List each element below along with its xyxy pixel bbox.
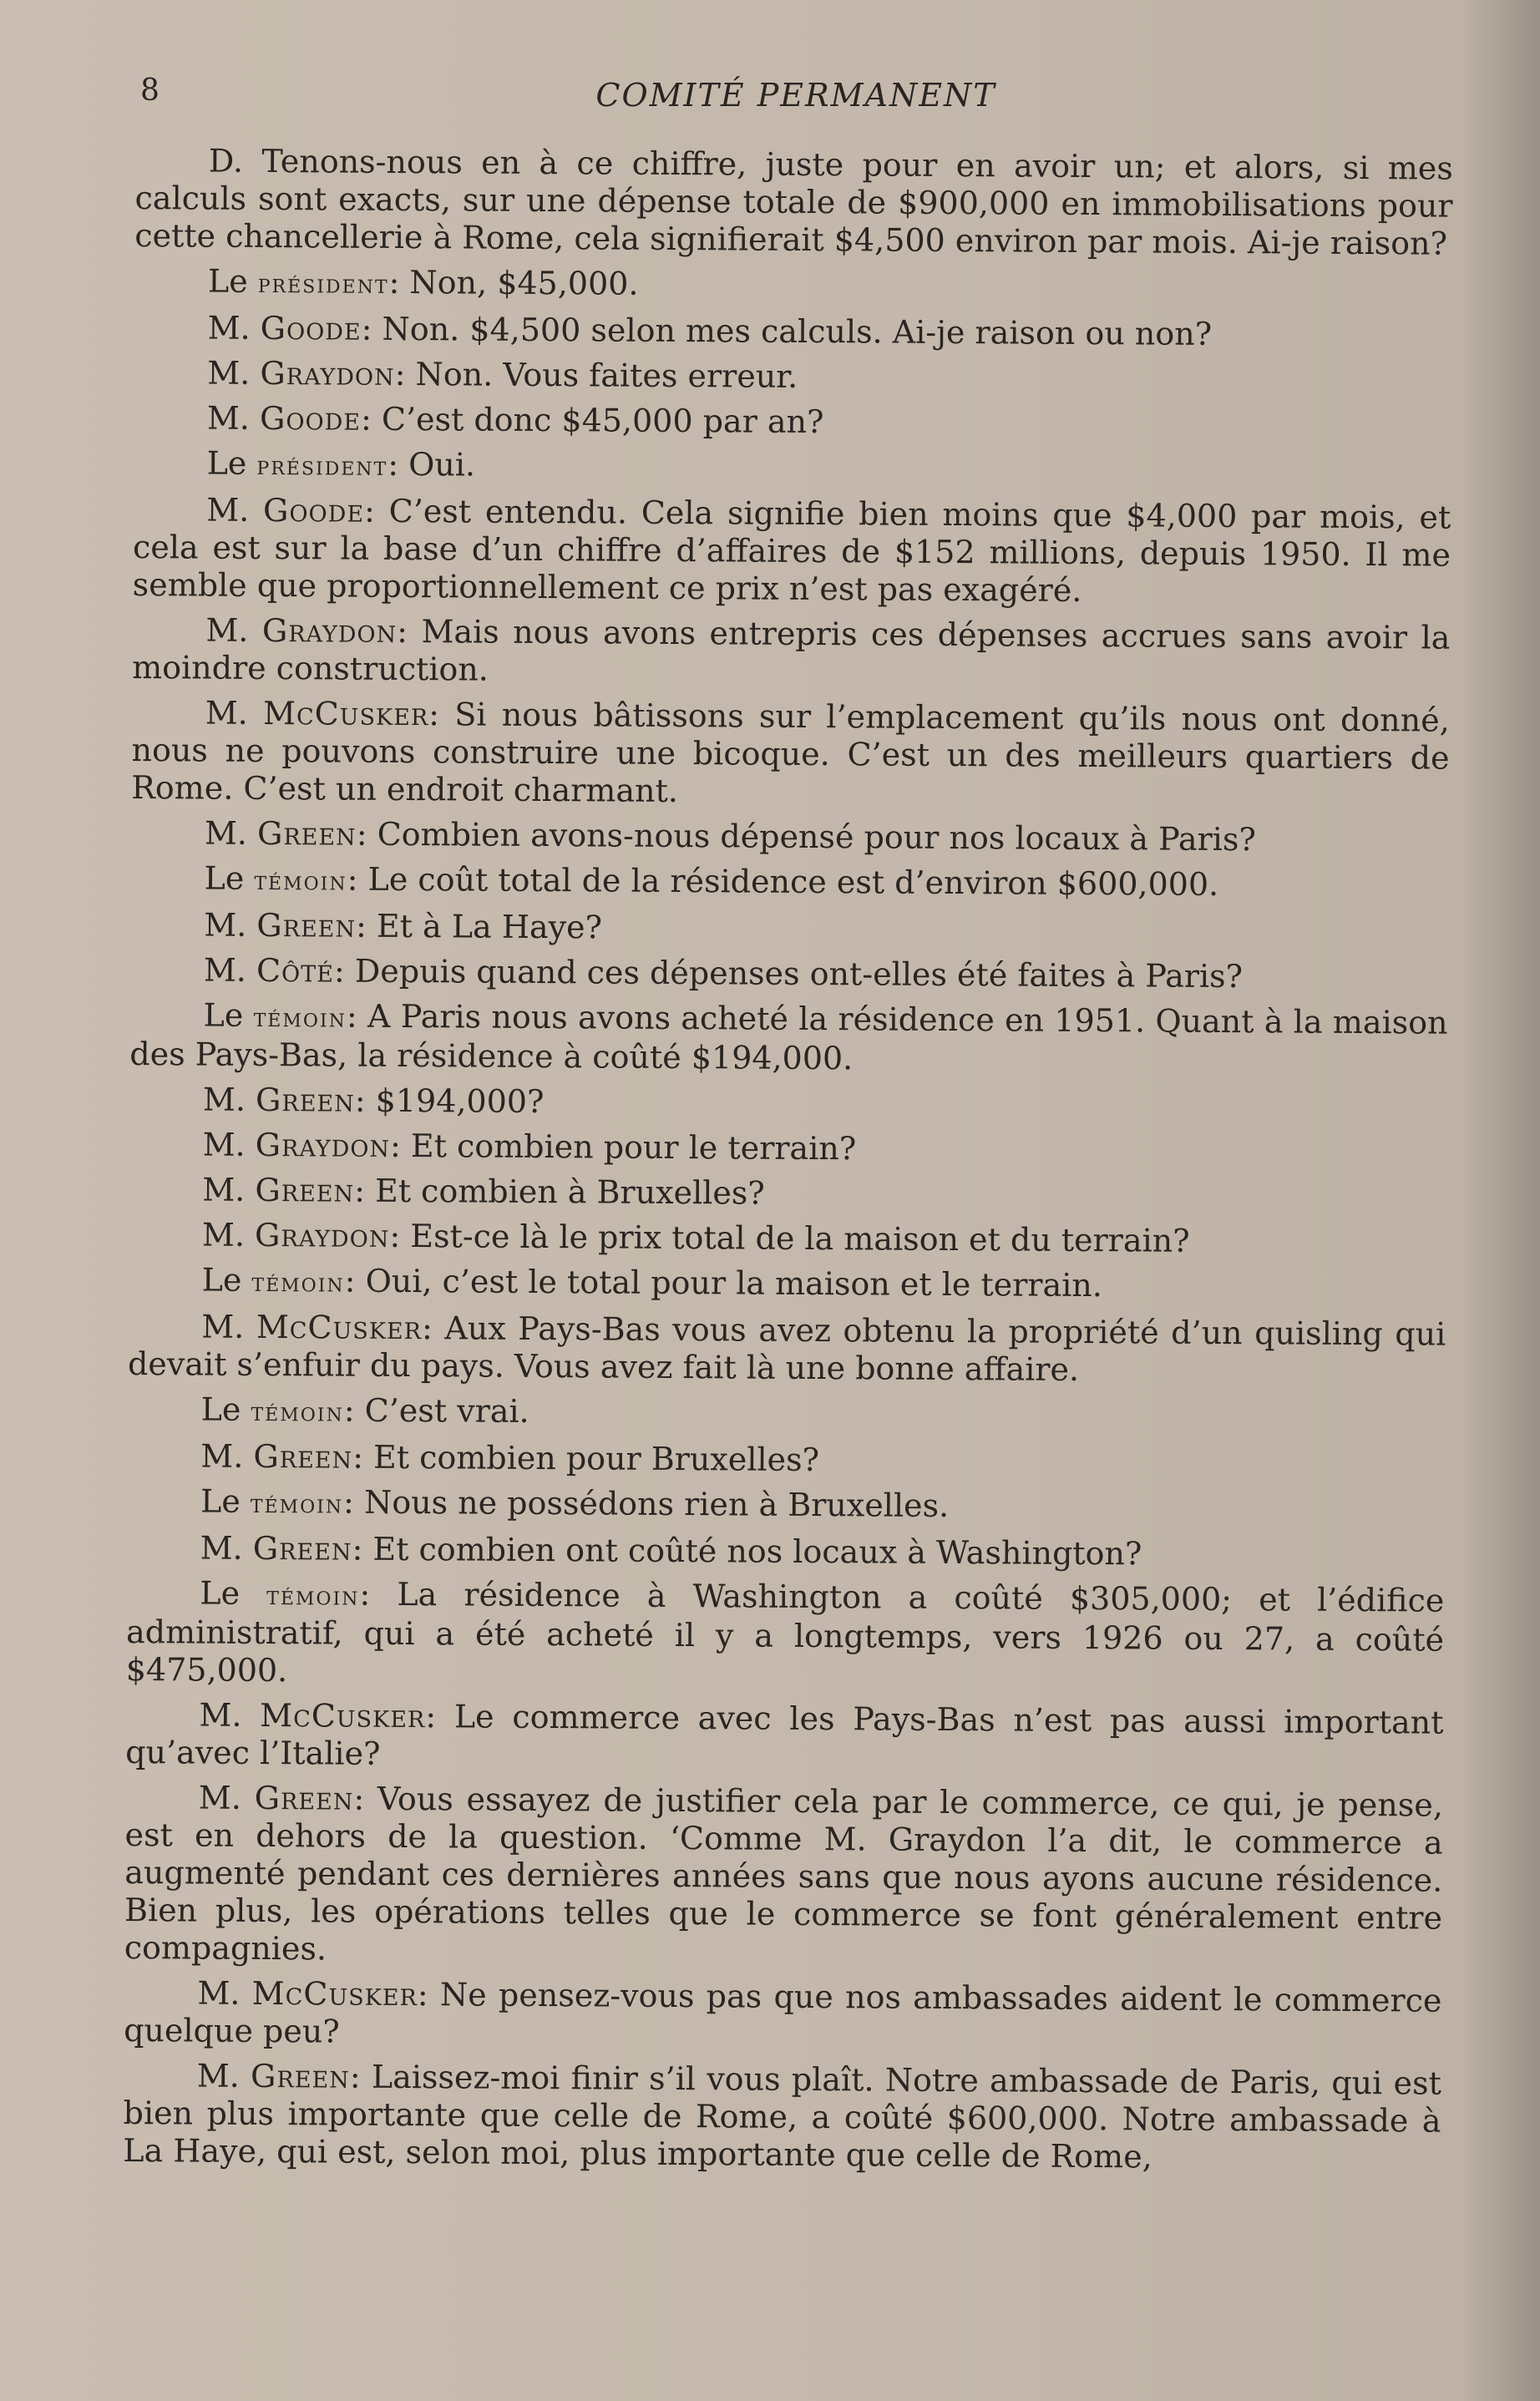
transcript-paragraph: Le témoin: A Paris nous avons acheté la résidence en 1951. Quant à la maison des Pays-Bas, la résidence à coûté $194,000. xyxy=(129,996,1448,1077)
transcript-body xyxy=(123,142,1453,2186)
transcript-paragraph: Le témoin: Le coût total de la résidence est d’environ $600,000. xyxy=(204,859,1219,903)
transcript-paragraph: M. McCusker: Le commerce avec les Pays-Bas n’est pas aussi important qu’avec l’Italie? xyxy=(125,1696,1444,1772)
speech-text: $194,000? xyxy=(375,1081,545,1121)
transcript-paragraph: M. Côté: Depuis quand ces dépenses ont-elles été faites à Paris? xyxy=(203,951,1244,995)
speech-text: Le coût total de la résidence est d’environ $600,000. xyxy=(367,860,1219,903)
speaker-prefix: Le xyxy=(207,262,248,300)
speech-text: Non. Vous faites erreur. xyxy=(415,356,798,395)
speaker-name: Green xyxy=(255,1081,355,1119)
speaker-prefix: Le xyxy=(200,1574,241,1612)
speaker-prefix: M. xyxy=(204,814,248,852)
speech-text: Et combien à Bruxelles? xyxy=(374,1172,765,1212)
page-header xyxy=(140,73,1451,115)
speech-text: Et combien ont coûté nos locaux à Washington? xyxy=(372,1530,1142,1573)
speaker-name: témoin xyxy=(254,864,347,897)
speaker-prefix: M. xyxy=(207,309,251,347)
speech-text: C’est entendu. Cela signifie bien moins que $4,000 par mois, et cela est sur la base d’un chiffre d’affaires de $152 millions, depuis 1950. Il me semble que proportionnellement ce prix n’est pas exagéré. xyxy=(132,492,1451,609)
transcript-paragraph: Le témoin: Nous ne possédons rien à Bruxelles. xyxy=(200,1482,950,1524)
speaker-name: témoin xyxy=(251,1395,344,1428)
speaker-name: Graydon xyxy=(254,1216,390,1254)
speaker-prefix: M. xyxy=(201,1216,246,1254)
speaker-name: McCusker xyxy=(251,1974,418,2013)
transcript-paragraph: M. Green: Et combien ont coûté nos locaux à Washington? xyxy=(200,1529,1142,1573)
speaker-prefix: M. xyxy=(200,1437,244,1475)
speech-text: Non, $45,000. xyxy=(409,264,639,302)
speech-text: Oui, c’est le total pour la maison et le terrain. xyxy=(365,1262,1103,1304)
speaker-name: témoin xyxy=(253,1000,347,1034)
speaker-name: témoin xyxy=(251,1265,345,1299)
speaker-name: Green xyxy=(256,814,357,853)
speaker-prefix: Le xyxy=(206,444,247,482)
transcript-paragraph: M. McCusker: Aux Pays-Bas vous avez obtenu la propriété d’un quisling qui devait s’enfuir du pays. Vous avez fait là une bonne affaire. xyxy=(127,1308,1446,1388)
speaker-name: Côté xyxy=(256,951,335,990)
speech-text: Ne pensez-vous pas que nos ambassades aident le commerce quelque peu? xyxy=(124,1976,1442,2050)
transcript-paragraph: Le président: Non, $45,000. xyxy=(207,262,639,302)
speech-text: Aux Pays-Bas vous avez obtenu la propriété d’un quisling qui devait s’enfuir du pays. Vous avez fait là une bonne affaire. xyxy=(127,1309,1446,1388)
transcript-paragraph: M. Graydon: Mais nous avons entrepris ces dépenses accrues sans avoir la moindre construction. xyxy=(132,611,1451,688)
transcript-paragraph: M. Green: Laissez-moi finir s’il vous plaît. Notre ambassade de Paris, qui est bien plus importante que celle de Rome, a coûté $600,000. Notre ambassade à La Haye, qui est, selon moi, plus importante que celle de Rome, xyxy=(123,2057,1441,2176)
speaker-prefix: M. xyxy=(196,2057,240,2095)
page-number: 8 xyxy=(140,73,160,108)
speaker-name: président xyxy=(257,266,389,300)
speaker-name: président xyxy=(256,448,388,482)
speaker-name: témoin xyxy=(266,1578,360,1612)
speaker-prefix: M. xyxy=(201,1308,245,1345)
speaker-prefix: Le xyxy=(200,1482,241,1520)
speaker-name: Green xyxy=(253,1437,353,1476)
transcript-paragraph: Le président: Oui. xyxy=(206,444,476,484)
speech-text: Vous essayez de justifier cela par le commerce, ce qui, je pense, est en dehors de la question. ‘Comme M. Graydon l’a dit, le commerce a augmenté pendant ces dernières années sans que nous ayons aucune résidence. Bien plus, les opérations telles que le commerce se font généralement entre compagnies. xyxy=(124,1780,1443,1968)
speech-text: Et à La Haye? xyxy=(376,907,603,946)
transcript-paragraph: M. Green: Et combien pour Bruxelles? xyxy=(200,1437,820,1479)
transcript-paragraph: Le témoin: La résidence à Washington a coûté $305,000; et l’édifice administratif, qui a été acheté il y a longtemps, vers 1926 ou 27, a coûté $475,000. xyxy=(125,1574,1445,1689)
speech-text: Le commerce avec les Pays-Bas n’est pas aussi important qu’avec l’Italie? xyxy=(125,1698,1444,1772)
speech-text: Est-ce là le prix total de la maison et du terrain? xyxy=(410,1218,1190,1259)
speaker-prefix: M. xyxy=(206,491,250,529)
speaker-name: Green xyxy=(255,1171,355,1209)
speech-text: Si nous bâtissons sur l’emplacement qu’ils nous ont donné, nous ne pouvons construire une bicoque. C’est un des meilleurs quartiers de Rome. C’est un endroit charmant. xyxy=(131,696,1450,809)
speaker-name: Green xyxy=(256,906,357,945)
transcript-paragraph: Le témoin: Oui, c’est le total pour la maison et le terrain. xyxy=(201,1261,1103,1304)
speech-text: Et combien pour Bruxelles? xyxy=(372,1438,820,1479)
speaker-name: McCusker xyxy=(260,1696,426,1735)
speaker-prefix: M. xyxy=(200,1529,243,1567)
speech-text: Combien avons-nous dépensé pour nos locaux à Paris? xyxy=(377,815,1256,859)
running-title: COMITÉ PERMANENT xyxy=(595,77,996,114)
speaker-prefix: M. xyxy=(202,1081,246,1118)
speaker-name: Green xyxy=(254,1779,354,1817)
transcript-paragraph: M. Goode: C’est entendu. Cela signifie bien moins que $4,000 par mois, et cela est sur la base d’un chiffre d’affaires de $152 millions, depuis 1950. Il me semble que proportionnellement ce prix n’est pas exagéré. xyxy=(132,491,1451,609)
speaker-prefix: M. xyxy=(207,354,251,392)
speaker-name: Goode xyxy=(259,399,362,438)
transcript-paragraph: M. Green: Vous essayez de justifier cela par le commerce, ce qui, je pense, est en dehors de la question. ‘Comme M. Graydon l’a dit, le commerce a augmenté pendant ces dernières années sans que nous ayons aucune résidence. Bien plus, les opérations telles que le commerce se font généralement entre compagnies. xyxy=(124,1779,1443,1968)
speaker-name: Graydon xyxy=(261,611,398,650)
speaker-prefix: Le xyxy=(203,996,244,1034)
speech-text: Laissez-moi finir s’il vous plaît. Notre ambassade de Paris, qui est bien plus importante que celle de Rome, a coûté $600,000. Notre ambassade à La Haye, qui est, selon moi, plus importante que celle de Rome, xyxy=(123,2058,1441,2176)
speech-text: Non. $4,500 selon mes calculs. Ai-je raison ou non? xyxy=(382,310,1213,352)
speaker-prefix: M. xyxy=(198,1779,242,1816)
transcript-paragraph: M. Graydon: Et combien pour le terrain? xyxy=(202,1126,857,1168)
speech-text: C’est donc $45,000 par an? xyxy=(381,400,824,441)
speaker-prefix: M. xyxy=(204,906,247,944)
speech-text: C’est vrai. xyxy=(364,1391,529,1430)
speaker-name: Graydon xyxy=(255,1126,391,1164)
speaker-prefix: M. xyxy=(202,1126,246,1163)
transcript-paragraph xyxy=(134,142,1453,263)
speaker-prefix: M. xyxy=(206,399,251,437)
speech-text: D. Tenons-nous en à ce chiffre, juste pour en avoir un; et alors, si mes calculs sont exacts, sur une dépense totale de $900,000 en immobilisations pour cette chancellerie à Rome, cela signifierait $4,500 environ par mois. Ai-je raison? xyxy=(134,142,1453,262)
speaker-prefix: Le xyxy=(201,1261,242,1299)
speaker-prefix: M. xyxy=(205,694,248,732)
transcript-paragraph: M. Graydon: Est-ce là le prix total de la maison et du terrain? xyxy=(201,1216,1190,1259)
speech-text: La résidence à Washington a coûté $305,000; et l’édifice administratif, qui a été acheté il y a longtemps, vers 1926 ou 27, a coûté $475,000. xyxy=(125,1575,1445,1689)
speaker-prefix: M. xyxy=(197,1974,241,2012)
transcript-paragraph: Le témoin: C’est vrai. xyxy=(200,1390,529,1430)
transcript-paragraph: M. Goode: C’est donc $45,000 par an? xyxy=(206,399,824,441)
speaker-prefix: M. xyxy=(199,1696,242,1734)
speech-text: Oui. xyxy=(408,446,476,484)
transcript-paragraph: M. Graydon: Non. Vous faites erreur. xyxy=(207,354,798,395)
transcript-paragraph: M. McCusker: Si nous bâtissons sur l’emplacement qu’ils nous ont donné, nous ne pouvons construire une bicoque. C’est un des meilleurs quartiers de Rome. C’est un endroit charmant. xyxy=(131,694,1450,809)
speech-text: A Paris nous avons acheté la résidence en 1951. Quant à la maison des Pays-Bas, la résidence à coûté $194,000. xyxy=(129,997,1448,1077)
transcript-paragraph: M. Green: $194,000? xyxy=(202,1081,545,1121)
speaker-name: Graydon xyxy=(260,354,395,393)
speaker-name: Goode xyxy=(260,309,362,347)
transcript-paragraph: M. McCusker: Ne pensez-vous pas que nos ambassades aident le commerce quelque peu? xyxy=(124,1974,1442,2050)
speaker-prefix: M. xyxy=(205,611,249,649)
speaker-prefix: Le xyxy=(204,859,245,897)
speaker-name: Goode xyxy=(262,491,365,529)
transcript-paragraph: M. Green: Et à La Haye? xyxy=(204,906,603,946)
speaker-name: McCusker xyxy=(256,1308,423,1347)
transcript-paragraph: M. Green: Et combien à Bruxelles? xyxy=(202,1171,765,1212)
speaker-name: Green xyxy=(252,1529,352,1568)
speaker-name: Green xyxy=(251,2057,351,2095)
speech-text: Nous ne possédons rien à Bruxelles. xyxy=(363,1483,950,1524)
speech-text: Mais nous avons entrepris ces dépenses accrues sans avoir la moindre construction. xyxy=(132,613,1451,688)
speaker-prefix: Le xyxy=(200,1390,241,1428)
transcript-paragraph: M. Goode: Non. $4,500 selon mes calculs. Ai-je raison ou non? xyxy=(207,309,1213,352)
speaker-name: témoin xyxy=(250,1487,344,1520)
speaker-name: McCusker xyxy=(262,694,429,733)
speech-text: Et combien pour le terrain? xyxy=(410,1127,857,1168)
transcript-paragraph: M. Green: Combien avons-nous dépensé pour nos locaux à Paris? xyxy=(204,814,1256,859)
speaker-prefix: M. xyxy=(202,1171,246,1208)
speaker-prefix: M. xyxy=(203,951,247,989)
speech-text: Depuis quand ces dépenses ont-elles été faites à Paris? xyxy=(354,952,1244,995)
